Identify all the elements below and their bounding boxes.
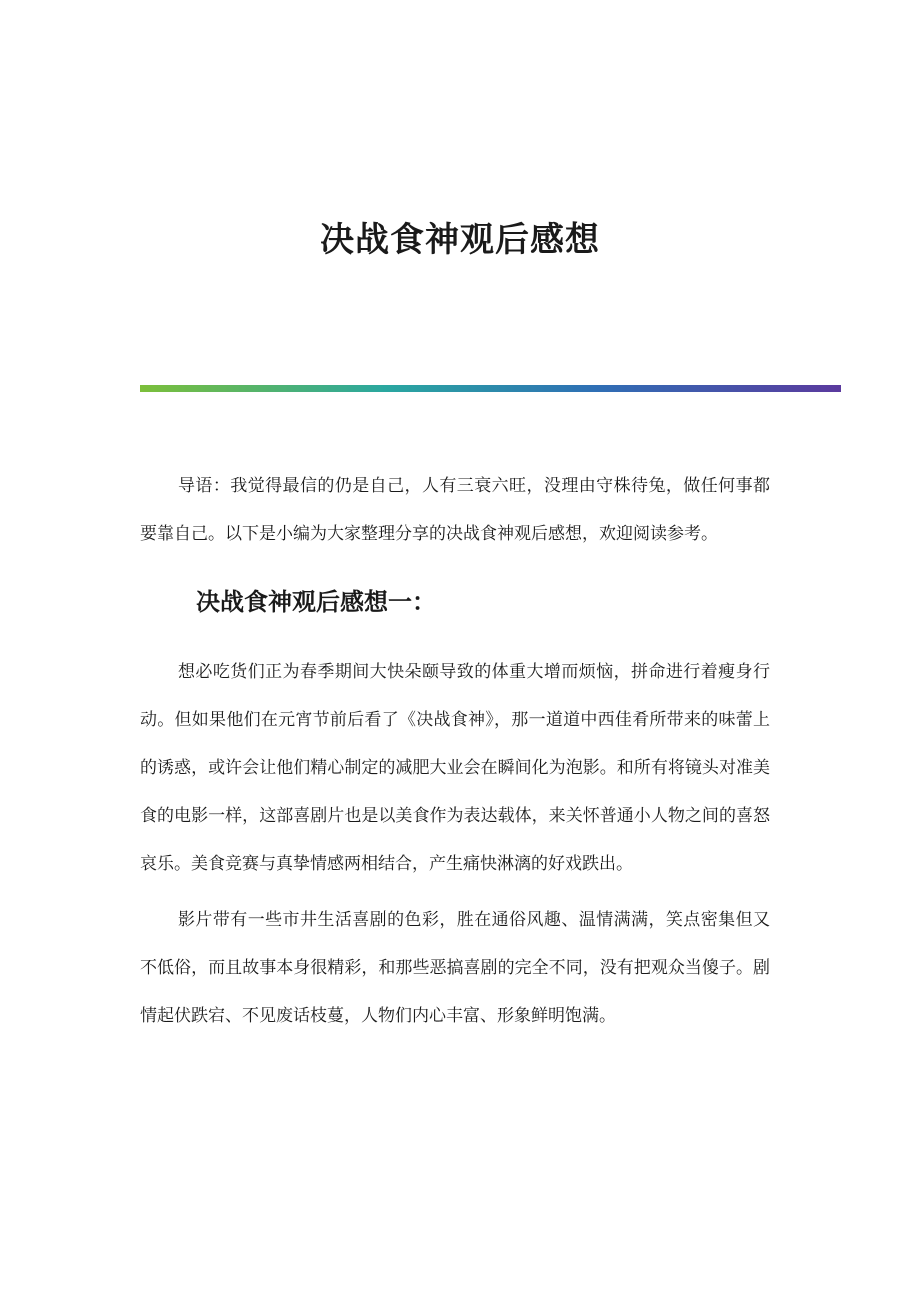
body-paragraph-1: 想必吃货们正为春季期间大快朵颐导致的体重大增而烦恼，拼命进行着瘦身行动。但如果他们在元宵节前后看了《决战食神》，那一道道中西佳肴所带来的味蕾上的诱惑，或许会让他们精心制定的减肥大业会在瞬间化为泡影。和所有将镜头对准美食的电影一样，这部喜剧片也是以美食作为表达载体，来关怀普通小人物之间的喜怒哀乐。美食竞赛与真挚情感两相结合，产生痛快淋漓的好戏跌出。 bbox=[140, 662, 770, 874]
intro-paragraph: 导语：我觉得最信的仍是自己，人有三衰六旺，没理由守株待兔，做任何事都要靠自己。以下是小编为大家整理分享的决战食神观后感想，欢迎阅读参考。 bbox=[140, 476, 770, 544]
gradient-divider bbox=[140, 385, 841, 392]
section-heading: 决战食神观后感想一： bbox=[196, 587, 436, 616]
document-title: 决战食神观后感想 bbox=[320, 220, 600, 260]
document-body bbox=[140, 462, 770, 1040]
body-paragraph-2: 影片带有一些市井生活喜剧的色彩，胜在通俗风趣、温情满满，笑点密集但又不低俗，而且故事本身很精彩，和那些恶搞喜剧的完全不同，没有把观众当傻子。剧情起伏跌宕、不见废话枝蔓，人物们内心丰富、形象鲜明饱满。 bbox=[140, 910, 770, 1026]
